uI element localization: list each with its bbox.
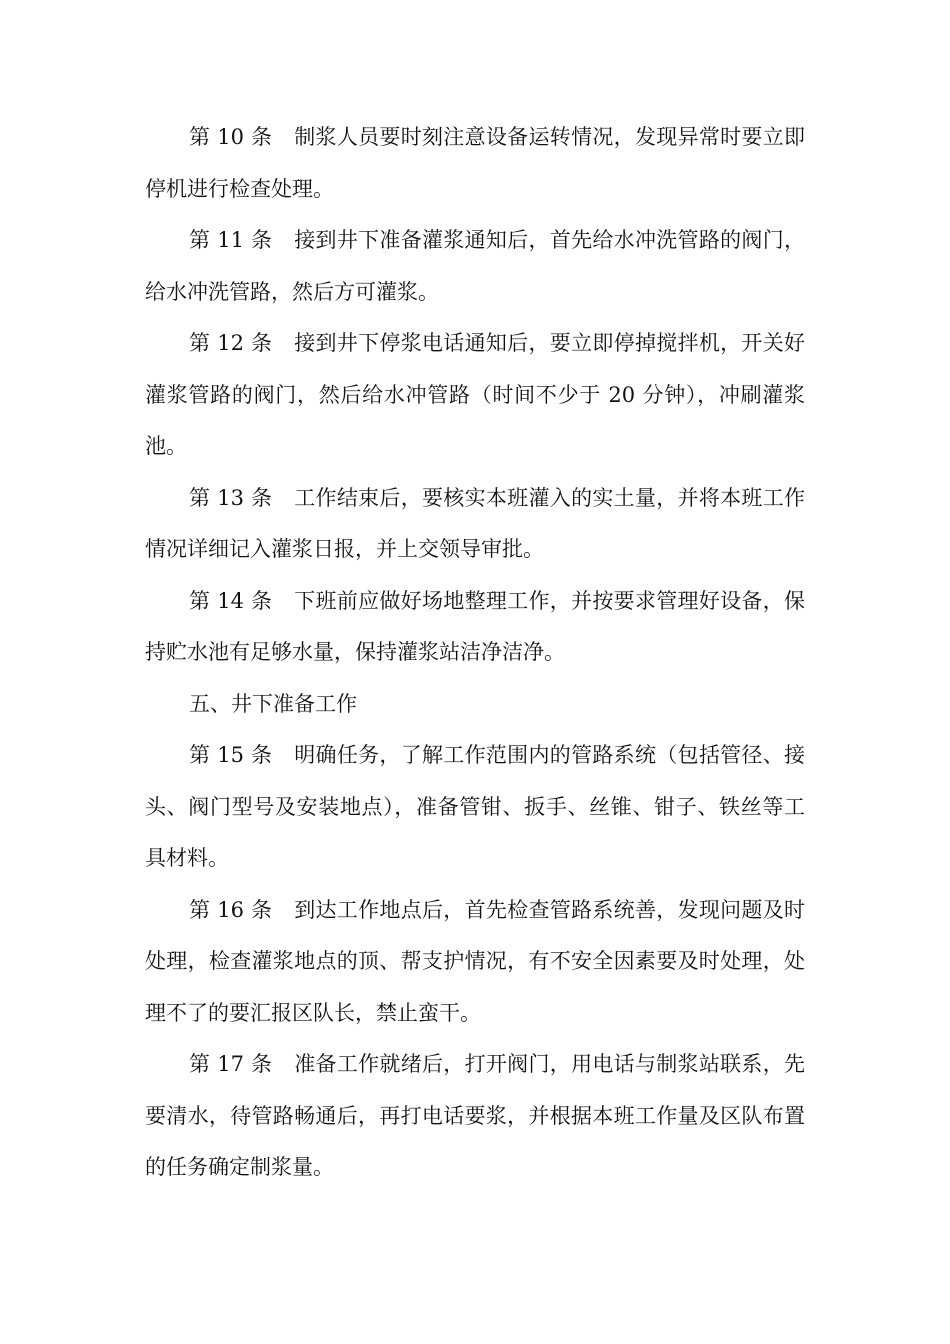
article-number: 第 17 条 [189, 1052, 273, 1076]
article-10 [145, 112, 805, 215]
article-text: 下班前应做好场地整理工作，并按要求管理好设备，保持贮水池有足够水量，保持灌浆站洁净洁净。 [145, 588, 805, 664]
article-text: 到达工作地点后，首先检查管路系统善，发现问题及时处理，检查灌浆地点的顶、帮支护情况，有不安全因素要及时处理，处理不了的要汇报区队长，禁止蛮干。 [145, 897, 805, 1025]
article-text: 工作结束后，要核实本班灌入的实土量，并将本班工作情况详细记入灌浆日报，并上交领导审批。 [145, 485, 805, 561]
article-number: 第 13 条 [189, 485, 273, 510]
article-number: 第 15 条 [189, 743, 273, 767]
article-14 [145, 576, 805, 679]
article-17 [145, 1039, 805, 1194]
article-number: 第 11 条 [189, 228, 273, 252]
article-16 [145, 885, 805, 1040]
article-number: 第 14 条 [189, 588, 273, 613]
article-text: 准备工作就绪后，打开阀门，用电话与制浆站联系，先要清水，待管路畅通后，再打电话要浆，并根据本班工作量及区队布置的任务确定制浆量。 [145, 1052, 805, 1179]
article-text: 接到井下准备灌浆通知后，首先给水冲洗管路的阀门，给水冲洗管路，然后方可灌浆。 [145, 228, 805, 304]
article-11 [145, 215, 805, 318]
article-text: 接到井下停浆电话通知后，要立即停掉搅拌机，开关好灌浆管路的阀门，然后给水冲管路（时间不少于 20 分钟），冲刷灌浆池。 [145, 331, 805, 458]
article-13 [145, 473, 805, 576]
article-number: 第 10 条 [189, 125, 273, 149]
article-text: 制浆人员要时刻注意设备运转情况，发现异常时要立即停机进行检查处理。 [145, 125, 805, 201]
section-heading-text: 五、井下准备工作 [189, 691, 357, 716]
article-number: 第 16 条 [189, 897, 273, 922]
document-page [145, 112, 805, 1194]
article-number: 第 12 条 [189, 331, 273, 355]
section-heading [145, 679, 805, 731]
article-15 [145, 730, 805, 885]
article-text: 明确任务，了解工作范围内的管路系统（包括管径、接头、阀门型号及安装地点），准备管钳、扳手、丝锥、钳子、铁丝等工具材料。 [145, 743, 805, 870]
article-12 [145, 318, 805, 473]
